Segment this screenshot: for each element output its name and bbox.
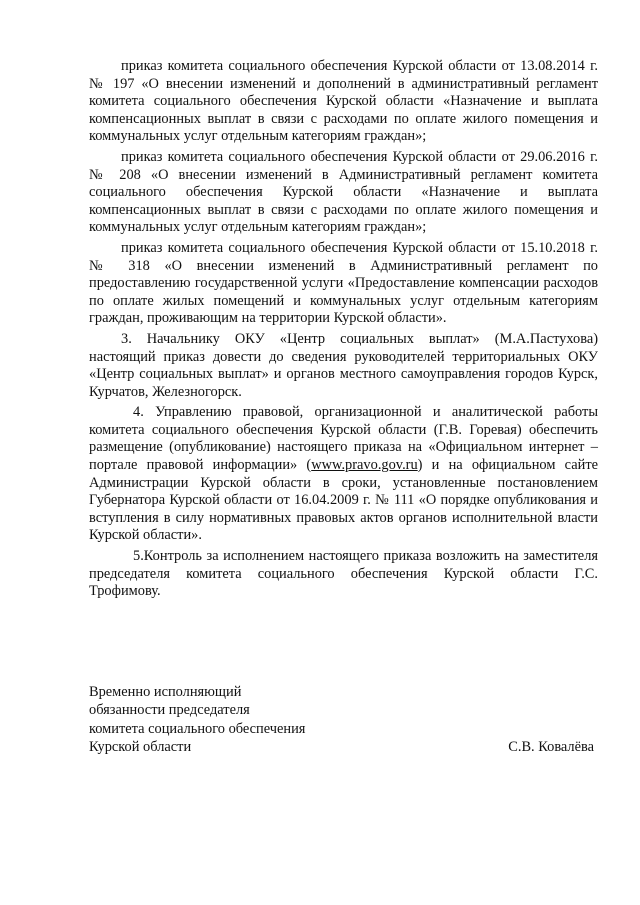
paragraph-item-4	[89, 404, 598, 545]
signature-position-line-1: Временно исполняющий	[89, 683, 242, 700]
signature-position-line-2: обязанности председателя	[89, 702, 250, 719]
signature-row	[89, 738, 598, 757]
signature-position-line-3: комитета социального обеспечения	[89, 720, 306, 737]
signature-block	[89, 683, 598, 757]
paragraph-item-3: 3. Начальнику ОКУ «Центр социальных выплат» (М.А.Пастухова) настоящий приказ довести до сведения руководителей территориальных ОКУ «Центр социальных выплат» и органов местного самоуправления городов Курск, Курчатов, Железногорск.	[89, 330, 598, 400]
paragraph-order-208: приказ комитета социального обеспечения Курской области от 29.06.2016 г. № 208 «О внесении изменений в Административный регламент комитета социального обеспечения Курской области «Назначение и выплата компенсационных выплат в связи с расходами по оплате жилого помещения и коммунальных услуг отдельным категориям граждан»;	[89, 148, 598, 236]
signatory-name: С.В. Ковалёва	[508, 739, 594, 756]
paragraph-item-4-text-a: 4. Управлению правовой, организационной и аналитической работы комитета социального обеспечения Курской области (Г.В. Горевая) обеспечить размещение (опубликование) настоящего приказа на «Официальном интернет – портале правовой информации» (	[89, 404, 598, 474]
paragraph-item-4-text-b: ) и на официальном сайте Администрации Курской области в сроки, установленные постановлением Губернатора Курской области от 16.04.2009 г. № 111 «О порядке опубликования и вступления в силу нормативных правовых актов органов исполнительной власти Курской области».	[89, 457, 598, 544]
paragraph-order-197: приказ комитета социального обеспечения Курской области от 13.08.2014 г. № 197 «О внесении изменений и дополнений в административный регламент комитета социального обеспечения Курской области «Назначение и выплата компенсационных выплат в связи с расходами по оплате жилого помещения и коммунальных услуг отдельным категориям граждан»;	[89, 58, 598, 145]
pravo-gov-link[interactable]: www.pravo.gov.ru	[311, 457, 418, 474]
paragraph-item-5: 5.Контроль за исполнением настоящего приказа возложить на заместителя председателя комитета социального обеспечения Курской области Г.С. Трофимову.	[89, 548, 598, 600]
signature-region: Курской области	[89, 739, 192, 756]
paragraph-order-318: приказ комитета социального обеспечения Курской области от 15.10.2018 г. № 318 «О внесении изменений в Административный регламент по предоставлению государственной услуги «Предоставление компенсации расходов по оплате жилых помещений и коммунальных услуг отдельным категориям граждан, проживающим на территории Курской области».	[89, 239, 598, 327]
